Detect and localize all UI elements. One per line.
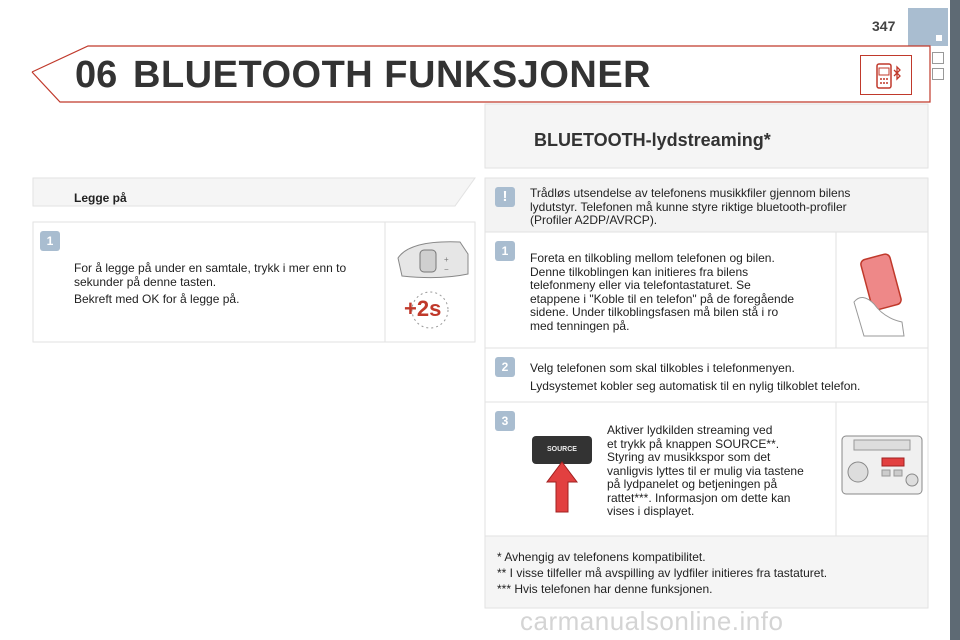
text-line: rattet***. Informasjon om dette kan — [607, 490, 791, 505]
page-number: 347 — [872, 18, 896, 34]
text-line: lydutstyr. Telefonen må kunne styre riktige bluetooth-profiler — [530, 199, 847, 214]
warning-text — [530, 187, 920, 228]
hold-duration-badge: +2s — [404, 296, 442, 321]
hand-phone-illustration — [844, 244, 924, 340]
text-line: Trådløs utsendelse av telefonens musikkfiler gjennom bilens — [530, 186, 851, 200]
warning-icon: ! — [495, 187, 515, 207]
arrow-up-icon — [545, 460, 579, 514]
step3-text — [607, 424, 832, 519]
step2-text — [530, 362, 920, 393]
footnote: *** Hvis telefonen har denne funksjonen. — [497, 582, 713, 596]
step1-text — [530, 252, 830, 333]
text-line: Denne tilkoblingen kan initieres fra bilens — [530, 264, 749, 279]
text-line: sidene. Under tilkoblingsfasen må bilen stå i ro — [530, 305, 779, 319]
footnote: * Avhengig av telefonens kompatibilitet. — [497, 550, 706, 564]
text-line: vises i displayet. — [607, 504, 695, 518]
text-line: på lydpanelet og betjeningen på — [607, 477, 778, 491]
svg-text:−: − — [444, 265, 449, 274]
text-line: For å legge på under en samtale, trykk i mer enn to — [74, 261, 347, 275]
text-line: Velg telefonen som skal tilkobles i telefonmenyen. — [530, 361, 795, 375]
step-number: 3 — [495, 411, 515, 431]
chapter-title: BLUETOOTH FUNKSJONER — [133, 54, 652, 96]
step-number: 2 — [495, 357, 515, 377]
footnote: ** I visse tilfeller må avspilling av lydfiler initieres fra tastaturet. — [497, 566, 828, 580]
text-line: telefonmeny eller via telefontastaturet. Se — [530, 278, 751, 292]
section-title: BLUETOOTH-lydstreaming* — [534, 130, 771, 150]
text-line: vanligvis lyttes til er mulig via tastene — [607, 463, 804, 478]
audio-panel-illustration — [840, 432, 924, 498]
text-line: Foreta en tilkobling mellom telefonen og bilen. — [530, 251, 775, 265]
text-line: Bekreft med OK for å legge på. — [74, 292, 240, 306]
svg-text:+: + — [444, 255, 449, 264]
text-line: sekunder på denne tasten. — [74, 274, 217, 289]
text-line: etappene i "Koble til en telefon" på de foregående — [530, 291, 795, 306]
text-line: et trykk på knappen SOURCE**. — [607, 436, 780, 451]
step-number: 1 — [40, 231, 60, 251]
watermark: carmanualsonline.info — [520, 606, 784, 636]
chapter-number: 06 — [75, 54, 118, 96]
text-line: med tenningen på. — [530, 318, 630, 333]
step-number: 1 — [495, 241, 515, 261]
text-line: (Profiler A2DP/AVRCP). — [530, 213, 658, 227]
text-line: Styring av musikkspor som det — [607, 450, 771, 464]
source-button-illustration: SOURCE — [532, 436, 592, 464]
footnotes — [497, 549, 922, 597]
hangup-subhead: Legge på — [74, 191, 127, 205]
text-line: Lydsystemet kobler seg automatisk til en nylig tilkoblet telefon. — [530, 378, 861, 393]
text-line: Aktiver lydkilden streaming ved — [607, 423, 773, 437]
